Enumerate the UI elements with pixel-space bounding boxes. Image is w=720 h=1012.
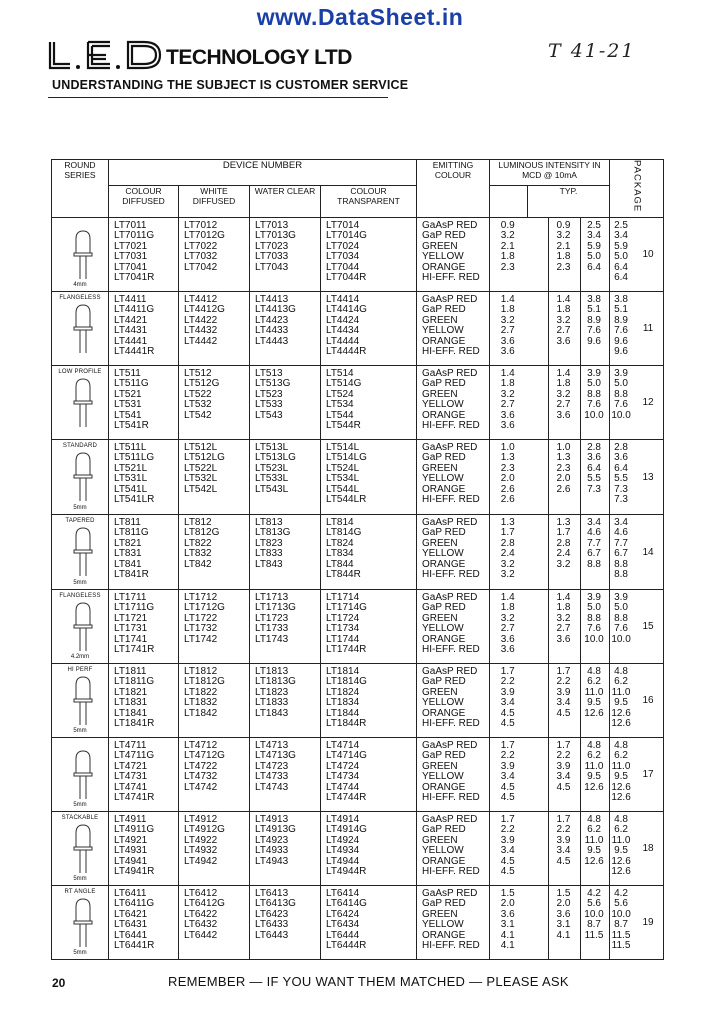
table-row <box>52 886 664 960</box>
series-label: HI PERF <box>67 667 93 673</box>
package-number: 19 <box>642 917 654 928</box>
water-clear-parts: LT4713 LT4713G LT4723 LT4733 LT4743 <box>255 740 296 793</box>
colour-diffused-parts: LT1711 LT1711G LT1721 LT1731 LT1741 LT1741R <box>114 592 155 656</box>
series-image-cell <box>52 812 109 886</box>
series-size: 5mm <box>73 802 87 808</box>
package-number: 11 <box>642 323 654 334</box>
white-diffused-parts: LT7012 LT7012G LT7022 LT7032 LT7042 <box>184 220 225 273</box>
luminous-intensity-header: LUMINOUS INTENSITY IN MCD @ 10mA <box>490 160 610 186</box>
emitting-colours: GaAsP RED GaP RED GREEN YELLOW ORANGE HI-EFF. RED <box>422 368 480 432</box>
colour-transparent-parts: LT514L LT514LG LT524L LT534L LT544L LT544LR <box>326 442 367 506</box>
package-header <box>610 160 664 218</box>
intensity-max: 3.8 5.1 8.9 7.6 9.6 9.6 <box>614 294 628 358</box>
series-image-cell <box>52 515 109 590</box>
colour-diffused-header: COLOUR DIFFUSED <box>109 186 179 218</box>
intensity-typ-a: 1.7 2.2 3.9 3.4 4.5 <box>556 814 571 867</box>
intensity-min: 1.7 2.2 3.9 3.4 4.5 4.5 <box>500 814 515 878</box>
white-diffused-parts: LT4412 LT4412G LT4422 LT4432 LT4442 <box>184 294 225 347</box>
series-label: LOW PROFILE <box>58 369 102 375</box>
intensity-typ-b: 2.5 3.4 5.9 5.0 6.4 <box>587 220 601 273</box>
series-image-cell <box>52 292 109 366</box>
emitting-colours: GaAsP RED GaP RED GREEN YELLOW ORANGE HI-EFF. RED <box>422 592 480 656</box>
colour-transparent-parts: LT814 LT814G LT824 LT834 LT844 LT844R <box>326 517 362 581</box>
white-diffused-parts: LT512 LT512G LT522 LT532 LT542 <box>184 368 220 421</box>
white-diffused-parts: LT4912 LT4912G LT4922 LT4932 LT4942 <box>184 814 225 867</box>
table-row <box>52 292 664 366</box>
white-diffused-parts: LT1812 LT1812G LT1822 LT1832 LT1842 <box>184 666 225 719</box>
intensity-min: 0.9 3.2 2.1 1.8 2.3 <box>500 220 515 273</box>
water-clear-parts: LT513L LT513LG LT523L LT533L LT543L <box>255 442 296 495</box>
intensity-max: 3.9 5.0 8.8 7.6 10.0 <box>611 368 631 421</box>
intensity-min: 1.7 2.2 3.9 3.4 4.5 4.5 <box>500 740 515 804</box>
series-image-cell <box>52 664 109 738</box>
white-diffused-parts: LT512L LT512LG LT522L LT532L LT542L <box>184 442 225 495</box>
series-image-cell <box>52 218 109 292</box>
package-number: 16 <box>642 695 654 706</box>
series-image-cell <box>52 590 109 664</box>
series-image-cell <box>52 738 109 812</box>
emitting-colours: GaAsP RED GaP RED GREEN YELLOW ORANGE HI-EFF. RED <box>422 220 480 284</box>
led-lamp-drawing <box>71 451 95 503</box>
intensity-typ-a: 1.4 1.8 3.2 2.7 3.6 <box>556 592 571 645</box>
water-clear-header: WATER CLEAR <box>250 186 321 218</box>
emitting-colours: GaAsP RED GaP RED GREEN YELLOW ORANGE HI-EFF. RED <box>422 517 480 581</box>
water-clear-parts: LT1713 LT1713G LT1723 LT1733 LT1743 <box>255 592 296 645</box>
white-diffused-parts: LT1712 LT1712G LT1722 LT1732 LT1742 <box>184 592 225 645</box>
intensity-max: 4.8 6.2 11.0 9.5 12.6 12.6 <box>611 740 631 804</box>
intensity-max: 4.2 5.6 10.0 8.7 11.5 11.5 <box>611 888 631 952</box>
series-label: STACKABLE <box>61 815 99 821</box>
colour-transparent-parts: LT4414 LT4414G LT4424 LT4434 LT4444 LT4444R <box>326 294 367 358</box>
intensity-typ-b: 3.4 4.6 7.7 6.7 8.8 <box>587 517 601 570</box>
series-label: TAPERED <box>65 518 95 524</box>
intensity-min: 1.0 1.3 2.3 2.0 2.6 2.6 <box>500 442 515 506</box>
led-lamp-drawing <box>71 749 95 801</box>
series-size: 5mm <box>73 505 87 511</box>
intensity-min: 1.5 2.0 3.6 3.1 4.1 4.1 <box>500 888 515 952</box>
intensity-max: 4.8 6.2 11.0 9.5 12.6 12.6 <box>611 814 631 878</box>
handwritten-note: T 41-21 <box>548 40 636 62</box>
colour-transparent-parts: LT4714 LT4714G LT4724 LT4734 LT4744 LT4744R <box>326 740 367 804</box>
water-clear-parts: LT513 LT513G LT523 LT533 LT543 <box>255 368 291 421</box>
intensity-typ-a: 1.3 1.7 2.8 2.4 3.2 <box>556 517 571 570</box>
intensity-typ-b: 3.9 5.0 8.8 7.6 10.0 <box>584 592 604 645</box>
colour-diffused-parts: LT4411 LT4411G LT4421 LT4431 LT4441 LT4441R <box>114 294 155 358</box>
intensity-typ-b: 2.8 3.6 6.4 5.5 7.3 <box>587 442 601 495</box>
table-row <box>52 515 664 590</box>
led-lamp-drawing <box>71 897 95 949</box>
intensity-max: 2.5 3.4 5.9 5.0 6.4 6.4 <box>614 220 628 284</box>
table-row <box>52 812 664 886</box>
white-diffused-parts: LT6412 LT6412G LT6422 LT6432 LT6442 <box>184 888 225 941</box>
emitting-colours: GaAsP RED GaP RED GREEN YELLOW ORANGE HI-EFF. RED <box>422 666 480 730</box>
package-number: 17 <box>642 769 654 780</box>
intensity-max: 2.8 3.6 6.4 5.5 7.3 7.3 <box>614 442 628 506</box>
intensity-min: 1.7 2.2 3.9 3.4 4.5 4.5 <box>500 666 515 730</box>
colour-diffused-parts: LT7011 LT7011G LT7021 LT7031 LT7041 LT7041R <box>114 220 155 284</box>
led-spec-table <box>51 159 664 960</box>
company-name: TECHNOLOGY LTD <box>166 46 352 69</box>
emitting-colours: GaAsP RED GaP RED GREEN YELLOW ORANGE HI-EFF. RED <box>422 814 480 878</box>
company-logo <box>46 40 352 74</box>
series-size: 5mm <box>73 728 87 734</box>
intensity-min: 1.3 1.7 2.8 2.4 3.2 3.2 <box>500 517 515 581</box>
colour-diffused-parts: LT1811 LT1811G LT1821 LT1831 LT1841 LT1841R <box>114 666 155 730</box>
led-lamp-drawing <box>71 377 95 429</box>
intensity-min: 1.4 1.8 3.2 2.7 3.6 3.6 <box>500 294 515 358</box>
intensity-typ-a: 1.5 2.0 3.6 3.1 4.1 <box>556 888 571 941</box>
series-label: RT ANGLE <box>64 889 96 895</box>
series-size: 4mm <box>73 282 87 288</box>
intensity-typ-b: 4.8 6.2 11.0 9.5 12.6 <box>584 740 604 793</box>
colour-diffused-parts: LT811 LT811G LT821 LT831 LT841 LT841R <box>114 517 149 581</box>
colour-diffused-parts: LT511 LT511G LT521 LT531 LT541 LT541R <box>114 368 149 432</box>
package-number: 13 <box>642 471 654 483</box>
led-lamp-drawing <box>71 675 95 727</box>
table-row <box>52 218 664 292</box>
footer-remark: REMEMBER — IF YOU WANT THEM MATCHED — PLEASE ASK <box>168 974 569 989</box>
device-number-header: DEVICE NUMBER <box>109 160 417 186</box>
series-label: FLANGELESS <box>59 593 101 599</box>
series-image-cell <box>52 440 109 515</box>
series-image-cell <box>52 886 109 960</box>
series-size: 5mm <box>73 950 87 956</box>
round-series-header: ROUND SERIES <box>52 160 109 218</box>
intensity-max: 3.4 4.6 7.7 6.7 8.8 8.8 <box>614 517 628 581</box>
intensity-typ-a: 1.7 2.2 3.9 3.4 4.5 <box>556 666 571 719</box>
company-tagline: UNDERSTANDING THE SUBJECT IS CUSTOMER SERVICE <box>52 78 409 92</box>
water-clear-parts: LT4913 LT4913G LT4923 LT4933 LT4943 <box>255 814 296 867</box>
led-lamp-drawing <box>71 601 95 653</box>
intensity-typ-a: 1.7 2.2 3.9 3.4 4.5 <box>556 740 571 793</box>
water-clear-parts: LT1813 LT1813G LT1823 LT1833 LT1843 <box>255 666 296 719</box>
typ-header: TYP. <box>528 186 610 218</box>
min-column-header <box>490 186 528 198</box>
intensity-max: 3.9 5.0 8.8 7.6 10.0 <box>611 592 631 645</box>
water-clear-parts: LT6413 LT6413G LT6423 LT6433 LT6443 <box>255 888 296 941</box>
series-label: FLANGELESS <box>59 295 101 301</box>
site-watermark: www.DataSheet.in <box>256 4 464 30</box>
spec-rows <box>52 218 664 960</box>
led-lamp-drawing <box>71 229 95 281</box>
package-number: 15 <box>642 621 654 632</box>
led-lamp-drawing <box>71 823 95 875</box>
emitting-colours: GaAsP RED GaP RED GREEN YELLOW ORANGE HI-EFF. RED <box>422 740 480 804</box>
table-row <box>52 738 664 812</box>
led-lamp-drawing <box>71 303 95 355</box>
table-row <box>52 366 664 440</box>
colour-transparent-parts: LT1714 LT1714G LT1724 LT1734 LT1744 LT1744R <box>326 592 367 656</box>
series-size: 4.2mm <box>70 654 90 660</box>
intensity-typ-b: 3.9 5.0 8.8 7.6 10.0 <box>584 368 604 421</box>
page-number: 20 <box>52 976 66 990</box>
emitting-colours: GaAsP RED GaP RED GREEN YELLOW ORANGE HI-EFF. RED <box>422 442 480 506</box>
colour-diffused-parts: LT4911 LT4911G LT4921 LT4931 LT4941 LT4941R <box>114 814 155 878</box>
package-number: 14 <box>642 546 654 558</box>
intensity-typ-a: 1.0 1.3 2.3 2.0 2.6 <box>556 442 571 495</box>
colour-transparent-parts: LT7014 LT7014G LT7024 LT7034 LT7044 LT7044R <box>326 220 367 284</box>
table-row <box>52 664 664 738</box>
tagline-rule <box>48 97 388 98</box>
emitting-colours: GaAsP RED GaP RED GREEN YELLOW ORANGE HI-EFF. RED <box>422 294 480 358</box>
colour-diffused-parts: LT4711 LT4711G LT4721 LT4731 LT4741 LT4741R <box>114 740 155 804</box>
package-number: 12 <box>642 397 654 408</box>
intensity-typ-a: 1.4 1.8 3.2 2.7 3.6 <box>556 368 571 421</box>
white-diffused-parts: LT812 LT812G LT822 LT832 LT842 <box>184 517 220 570</box>
led-logo-mark <box>46 40 166 72</box>
colour-diffused-parts: LT6411 LT6411G LT6421 LT6431 LT6441 LT6441R <box>114 888 155 952</box>
series-image-cell <box>52 366 109 440</box>
series-label: STANDARD <box>62 443 98 449</box>
intensity-typ-a: 1.4 1.8 3.2 2.7 3.6 <box>556 294 571 347</box>
intensity-typ-b: 4.8 6.2 11.0 9.5 12.6 <box>584 814 604 867</box>
emitting-colours: GaAsP RED GaP RED GREEN YELLOW ORANGE HI-EFF. RED <box>422 888 480 952</box>
water-clear-parts: LT7013 LT7013G LT7023 LT7033 LT7043 <box>255 220 296 273</box>
colour-transparent-parts: LT514 LT514G LT524 LT534 LT544 LT544R <box>326 368 362 432</box>
intensity-typ-b: 4.8 6.2 11.0 9.5 12.6 <box>584 666 604 719</box>
emitting-colour-header: EMITTING COLOUR <box>417 160 490 218</box>
colour-transparent-header: COLOUR TRANSPARENT <box>321 186 417 218</box>
intensity-min: 1.4 1.8 3.2 2.7 3.6 3.6 <box>500 592 515 656</box>
intensity-typ-a: 0.9 3.2 2.1 1.8 2.3 <box>556 220 571 273</box>
series-size: 5mm <box>73 876 87 882</box>
package-number: 18 <box>642 843 654 854</box>
intensity-max: 4.8 6.2 11.0 9.5 12.6 12.6 <box>611 666 631 730</box>
colour-transparent-parts: LT4914 LT4914G LT4924 LT4934 LT4944 LT4944R <box>326 814 367 878</box>
min-column-header-lower <box>490 198 528 218</box>
table-row <box>52 440 664 515</box>
water-clear-parts: LT813 LT813G LT823 LT833 LT843 <box>255 517 291 570</box>
white-diffused-parts: LT4712 LT4712G LT4722 LT4732 LT4742 <box>184 740 225 793</box>
colour-transparent-parts: LT6414 LT6414G LT6424 LT6434 LT6444 LT6444R <box>326 888 367 952</box>
colour-transparent-parts: LT1814 LT1814G LT1824 LT1834 LT1844 LT1844R <box>326 666 367 730</box>
series-size: 5mm <box>73 580 87 586</box>
intensity-min: 1.4 1.8 3.2 2.7 3.6 3.6 <box>500 368 515 432</box>
intensity-typ-b: 3.8 5.1 8.9 7.6 9.6 <box>587 294 601 347</box>
table-row <box>52 590 664 664</box>
package-number: 10 <box>642 249 654 260</box>
led-lamp-drawing <box>71 526 95 578</box>
colour-diffused-parts: LT511L LT511LG LT521L LT531L LT541L LT541LR <box>114 442 155 506</box>
water-clear-parts: LT4413 LT4413G LT4423 LT4433 LT4443 <box>255 294 296 347</box>
intensity-typ-b: 4.2 5.6 10.0 8.7 11.5 <box>584 888 604 941</box>
package-header-label: PACKAGE <box>631 160 643 213</box>
white-diffused-header: WHITE DIFFUSED <box>179 186 250 218</box>
